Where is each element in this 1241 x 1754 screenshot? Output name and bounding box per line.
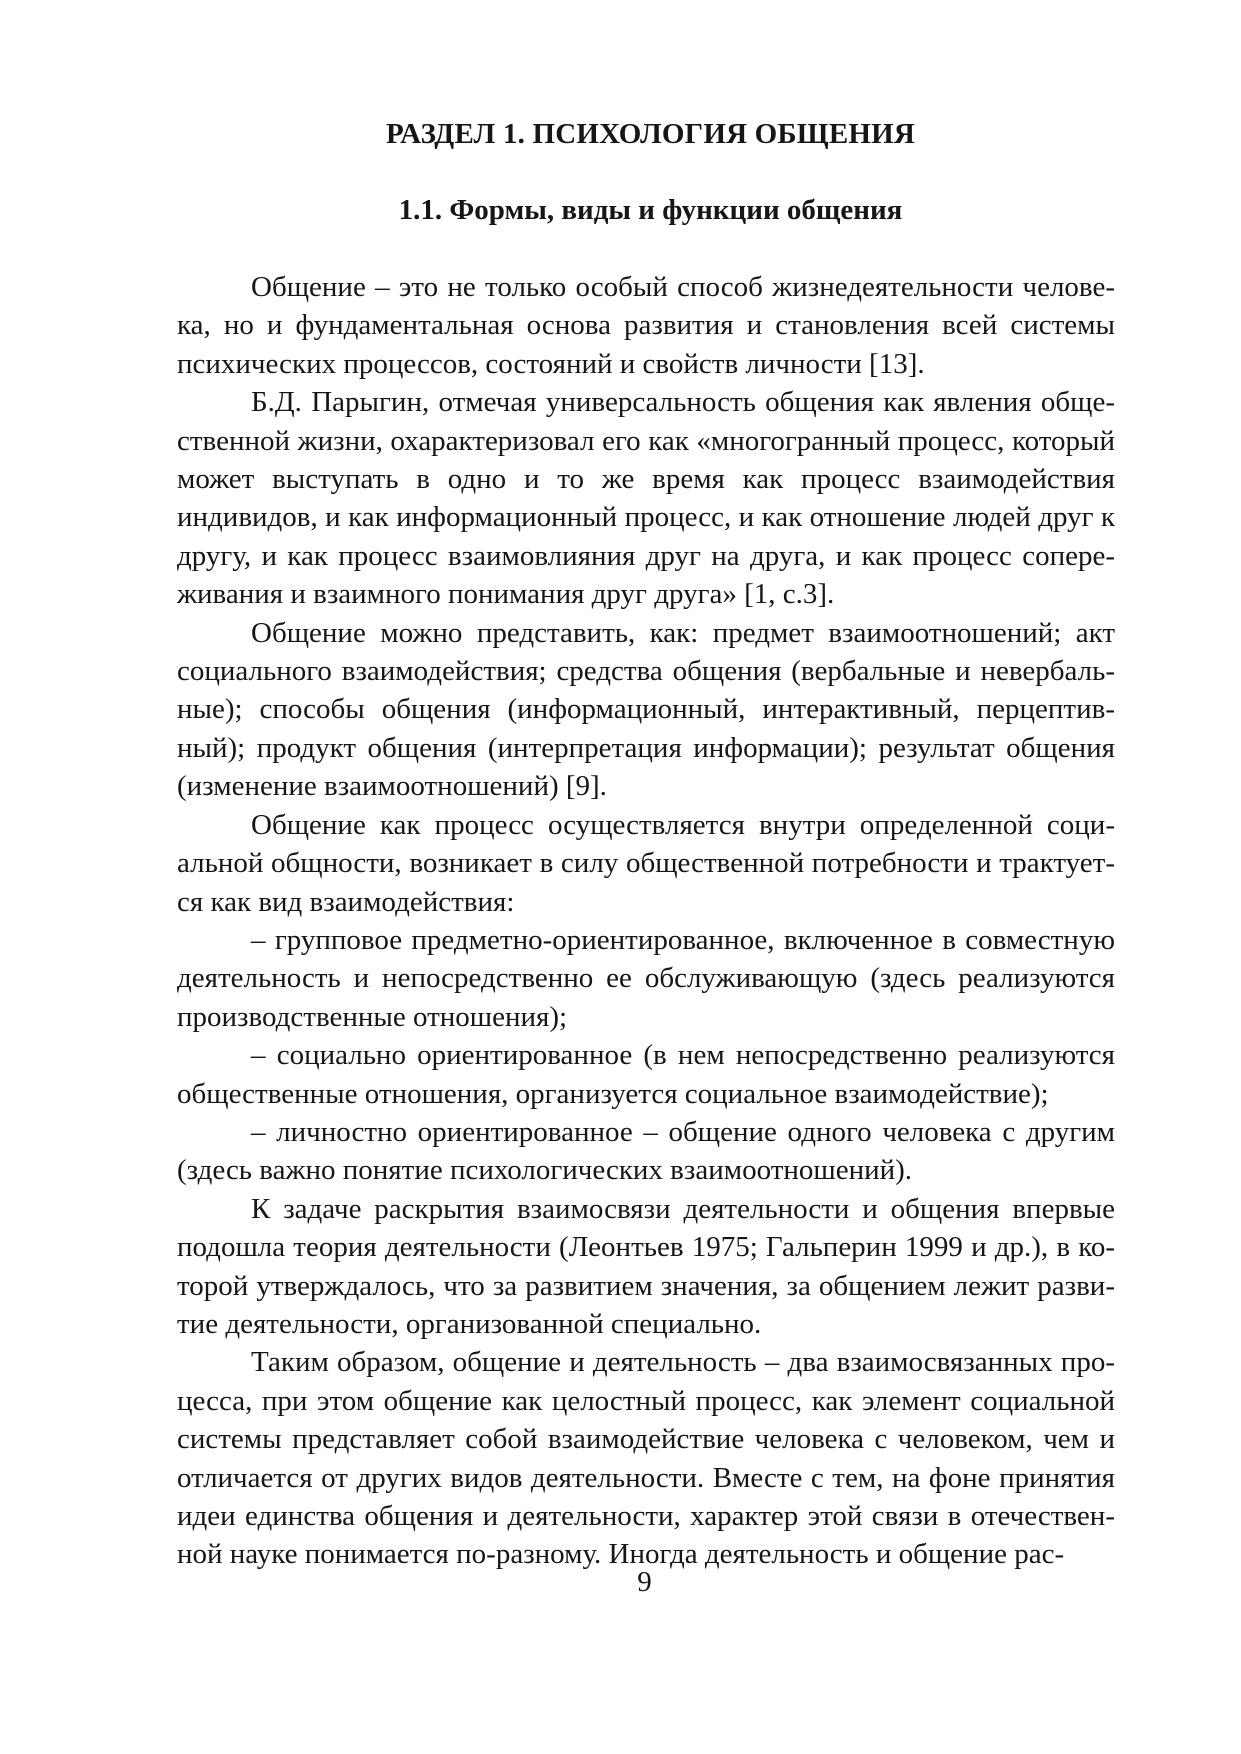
paragraph: Таким образом, общение и деятельность – два взаимосвязанных процесса, при этом общение как целостный процесс, как элемент социальной системы представляет собой взаимодействие человека с человеком, чем и отличается от других видов деятельности. Вместе с тем, на фоне принятия идеи единства общения и деятельности, характер этой связи в отечественной науке понимается по-разному. Иногда деятельность и общение рас- [177, 1346, 1115, 1571]
list-item: – личностно ориентированное – общение одного человека с другим (здесь важно понятие психологических взаимоотношений). [177, 1115, 1115, 1187]
paragraph: К задаче раскрытия взаимосвязи деятельности и общения впервые подошла теория деятельности (Леонтьев 1975; Гальперин 1999 и др.), в которой утверждалось, что за развитием значения, за общением лежит развитие деятельности, организованной специально. [177, 1192, 1115, 1340]
page-number: 9 [637, 1566, 652, 1598]
list-item: – социально ориентированное (в нем непосредственно реализуются общественные отношения, организуется социальное взаимодействие); [177, 1039, 1115, 1110]
section-title: РАЗДЕЛ 1. ПСИХОЛОГИЯ ОБЩЕНИЯ [385, 118, 916, 150]
paragraph: Общение можно представить, как: предмет взаимоотношений; акт социального взаимодействия; средства общения (вербальные и невербальные); способы общения (информационный, интерактивный, перцептивный); продукт общения (интерпретация информации); результат общения (изменение взаимоотношений) [9]. [177, 616, 1115, 803]
subsection-title: 1.1. Формы, виды и функции общения [398, 194, 903, 226]
paragraph: Б.Д. Парыгин, отмечая универсальность общения как явления общественной жизни, охарактеризовал его как «многогранный процесс, который может выступать в одно и то же время как процесс взаимодействия индивидов, и как информационный процесс, и как отношение людей друг к другу, и как процесс взаимовлияния друг на друга, и как процесс сопереживания и взаимного понимания друг друга» [1, с.3]. [177, 386, 1115, 611]
paragraph: Общение – это не только особый способ жизнедеятельности человека, но и фундаментальная основа развития и становления всей системы психических процессов, состояний и свойств личности [13]. [177, 271, 1115, 380]
paragraph: Общение как процесс осуществляется внутри определенной социальной общности, возникает в силу общественной потребности и трактуется как вид взаимодействия: [177, 808, 1115, 918]
body-text [177, 268, 1115, 1574]
list-item: – групповое предметно-ориентированное, включенное в совместную деятельность и непосредственно ее обслуживающую (здесь реализуются производственные отношения); [177, 923, 1115, 1033]
